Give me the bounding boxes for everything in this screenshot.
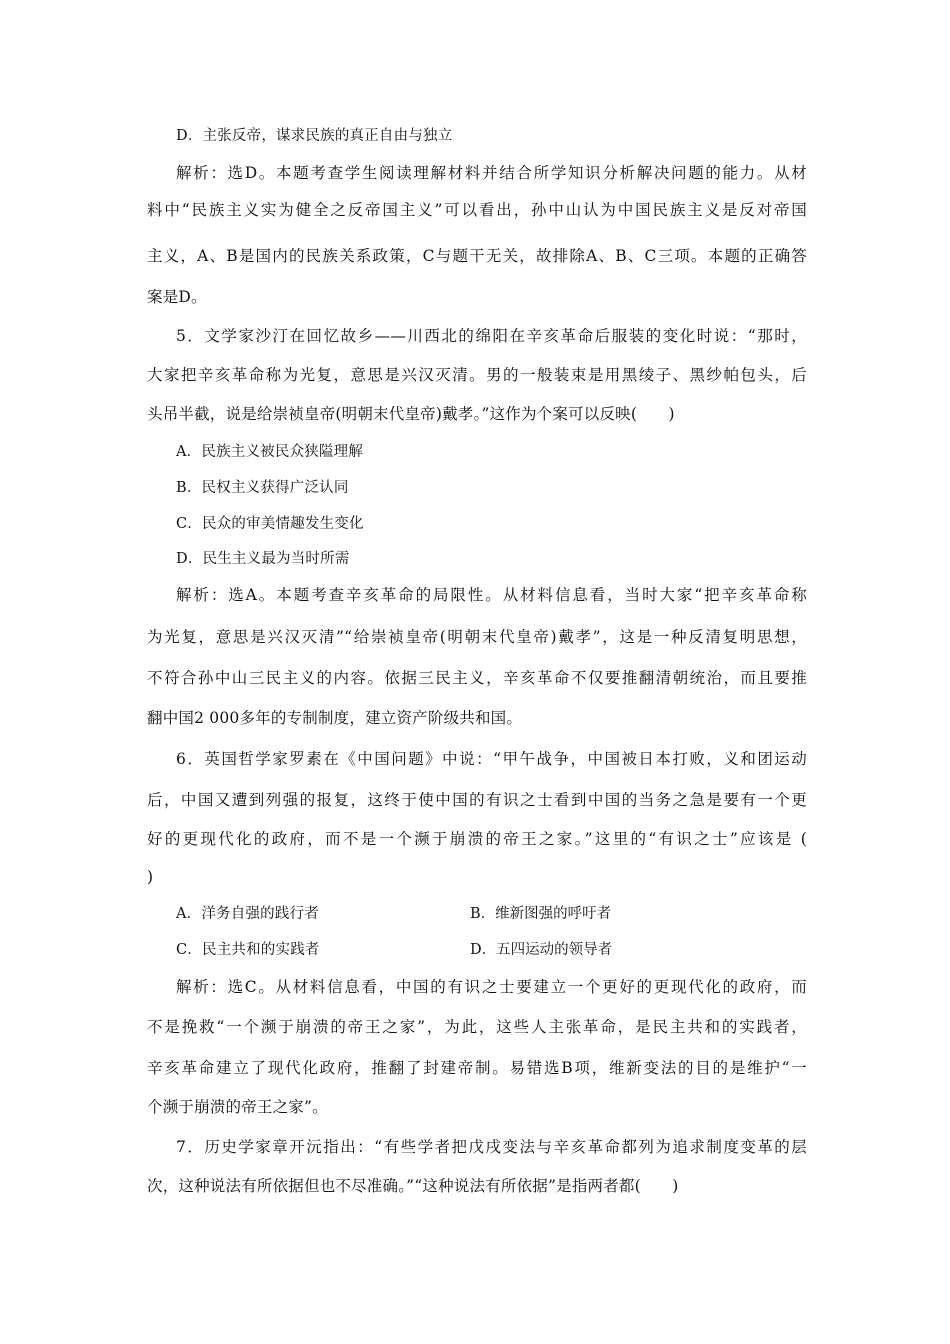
q5-option-d: D．民生主义最为当时所需	[176, 551, 350, 567]
q5-analysis-line-2: 为光复，意思是兴汉灭清”“给崇祯皇帝(明朝末代皇帝)戴孝”，这是一种反清复明思想，	[147, 628, 807, 646]
q4-option-d: D．主张反帝，谋求民族的真正自由与独立	[176, 128, 453, 144]
q6-analysis-line-4: 个濒于崩溃的帝王之家”。	[147, 1098, 328, 1116]
q6-option-a: A．洋务自强的践行者	[176, 906, 319, 922]
q6-analysis-line-3: 辛亥革命建立了现代化政府，推翻了封建帝制。易错选B项，维新变法的目的是维护“一	[147, 1059, 807, 1077]
q4-analysis-line-3: 主义，A、B是国内的民族关系政策，C与题干无关，故排除A、B、C三项。本题的正确答	[147, 247, 807, 265]
q6-option-d: D．五四运动的领导者	[470, 942, 613, 958]
q5-analysis-line-4: 翻中国2 000多年的专制制度，建立资产阶级共和国。	[147, 709, 523, 727]
q6-stem-line-2: 后，中国又遭到列强的报复，这终于使中国的有识之士看到中国的当务之急是要有一个更	[147, 791, 807, 809]
q5-stem-line-1: 5．文学家沙汀在回忆故乡——川西北的绵阳在辛亥革命后服装的变化时说：“那时，	[176, 327, 807, 345]
q6-option-c: C．民主共和的实践者	[176, 942, 320, 958]
q5-stem-line-2: 大家把辛亥革命称为光复，意思是兴汉灭清。男的一般装束是用黑绫子、黑纱帕包头，后	[147, 366, 807, 384]
q5-option-c: C．民众的审美情趣发生变化	[176, 516, 364, 532]
q7-stem-line-2: 次，这种说法有所依据但也不尽准确。”“这种说法有所依据”是指两者都( )	[147, 1177, 679, 1195]
q4-analysis-line-1: 解析：选D。本题考查学生阅读理解材料并结合所学知识分析解决问题的能力。从材	[176, 164, 807, 182]
q6-analysis-line-1: 解析：选C。从材料信息看，中国的有识之士要建立一个更好的更现代化的政府，而	[176, 978, 807, 996]
q5-analysis-line-3: 不符合孙中山三民主义的内容。依据三民主义，辛亥革命不仅要推翻清朝统治，而且要推	[147, 669, 807, 687]
q6-analysis-line-2: 不是挽救“一个濒于崩溃的帝王之家”，为此，这些人主张革命，是民主共和的实践者，	[147, 1018, 807, 1036]
q6-stem-line-3: 好的更现代化的政府，而不是一个濒于崩溃的帝王之家。”这里的“有识之士”应该是 (	[147, 830, 807, 848]
q5-option-a: A．民族主义被民众狭隘理解	[176, 444, 364, 460]
q4-analysis-line-2: 料中“民族主义实为健全之反帝国主义”可以看出，孙中山认为中国民族主义是反对帝国	[147, 201, 807, 219]
q6-stem-line-1: 6．英国哲学家罗素在《中国问题》中说：“甲午战争，中国被日本打败，义和团运动	[176, 750, 807, 768]
q6-option-b: B．维新图强的呼吁者	[470, 906, 612, 922]
q5-analysis-line-1: 解析：选A。本题考查辛亥革命的局限性。从材料信息看，当时大家“把辛亥革命称	[176, 586, 807, 604]
q4-analysis-line-4: 案是D。	[147, 288, 207, 306]
q7-stem-line-1: 7．历史学家章开沅指出：“有些学者把戊戌变法与辛亥革命都列为追求制度变革的层	[176, 1138, 807, 1156]
q6-stem-line-4: )	[147, 868, 154, 886]
q5-stem-line-3: 头吊半截，说是给崇祯皇帝(明朝末代皇帝)戴孝。”这作为个案可以反映( )	[147, 405, 675, 423]
q5-option-b: B．民权主义获得广泛认同	[176, 480, 349, 496]
